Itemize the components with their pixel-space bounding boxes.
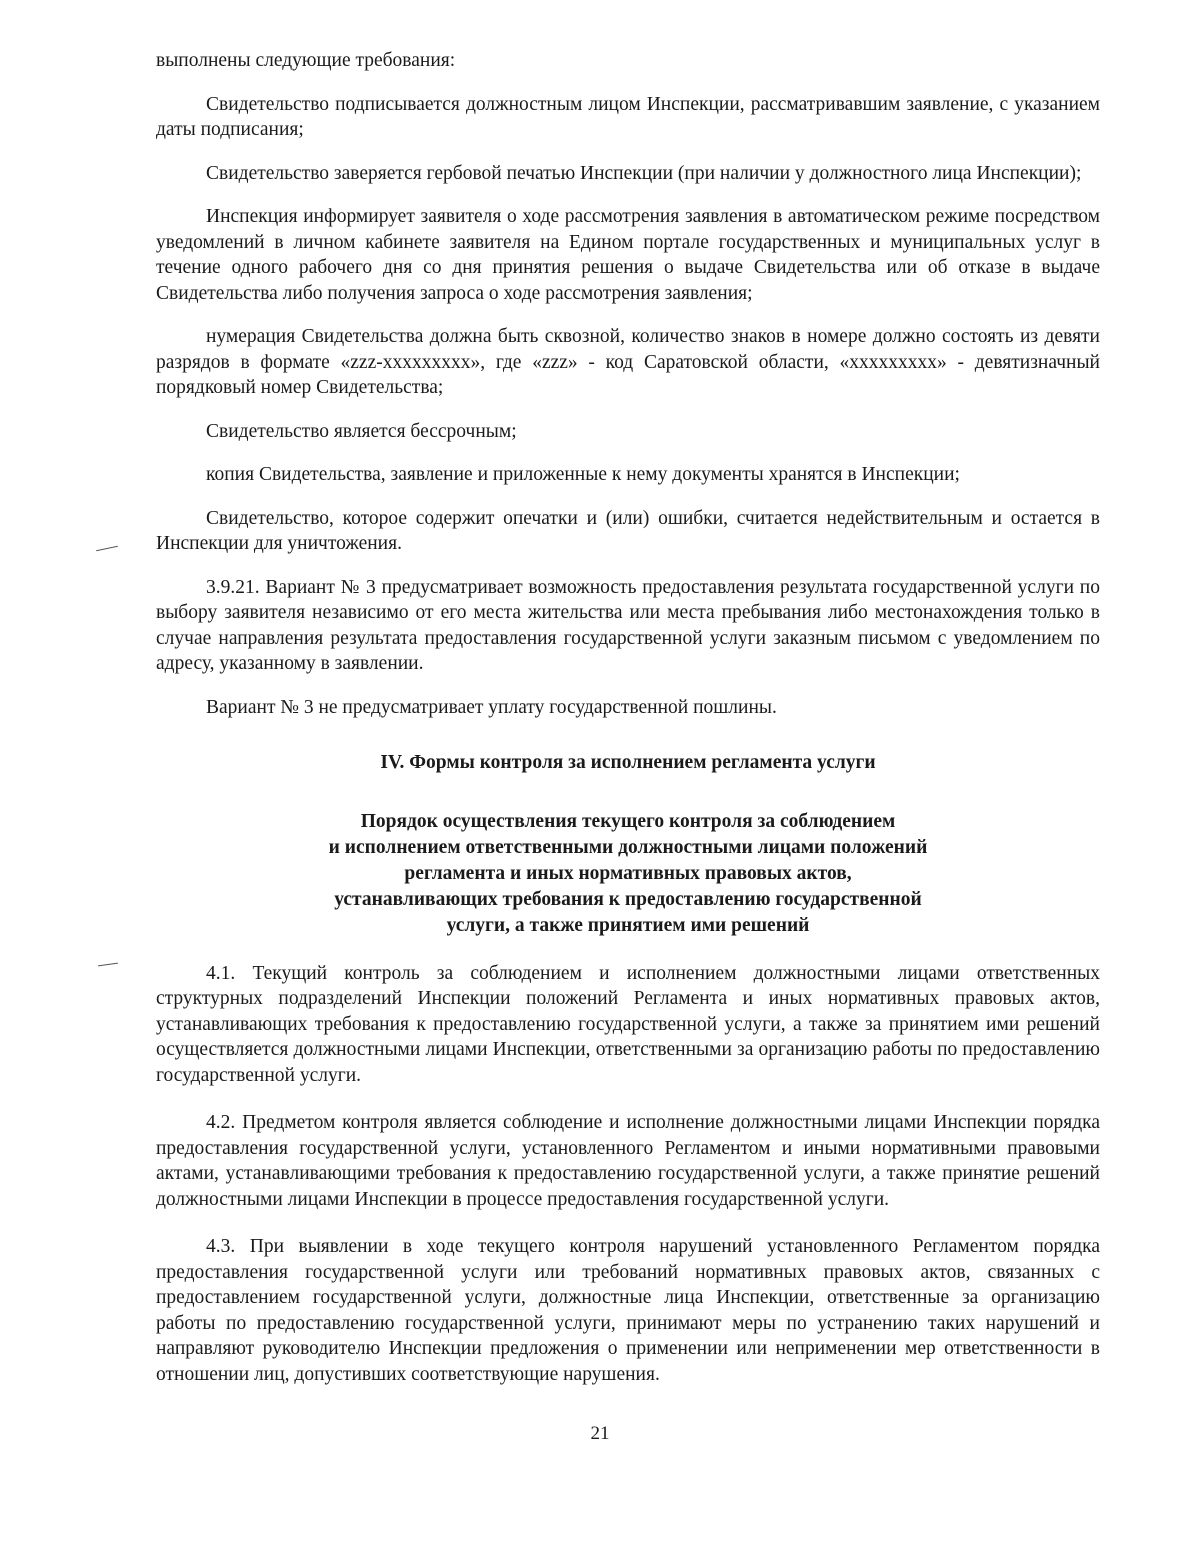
section-title: IV. Формы контроля за исполнением регламента услуги — [380, 752, 876, 773]
subtitle-line: услуги, а также принятием ими решений — [446, 914, 810, 936]
paragraph: Свидетельство подписывается должностным лицом Инспекции, рассматривавшим заявление, с указанием даты подписания; — [156, 93, 1100, 140]
paragraph: Свидетельство, которое содержит опечатки и (или) ошибки, считается недействительным и остается в Инспекции для уничтожения. — [156, 507, 1100, 554]
scan-artifact — [96, 546, 118, 552]
subtitle-line: устанавливающих требования к предоставлению государственной — [334, 888, 922, 910]
paragraph: Свидетельство заверяется гербовой печатью Инспекции (при наличии у должностного лица Инспекции); — [206, 162, 1082, 184]
paragraph: 4.1. Текущий контроль за соблюдением и исполнением должностными лицами ответственных структурных подразделений Инспекции положений Регламента и иных нормативных правовых актов, устанавливающих требования к предоставлению государственной услуги, а также за принятием ими решений осуществляется должностными лицами Инспекции, ответственными за организацию работы по предоставлению государственной услуги. — [156, 962, 1100, 1086]
subtitle-line: и исполнением ответственными должностными лицами положений — [328, 836, 928, 858]
scan-artifact — [98, 963, 118, 967]
paragraph: Инспекция информирует заявителя о ходе рассмотрения заявления в автоматическом режиме посредством уведомлений в личном кабинете заявителя на Едином портале государственных и муниципальных услуг в течение одного рабочего дня со дня принятия решения о выдаче Свидетельства или об отказе в выдаче Свидетельства либо получения запроса о ходе рассмотрения заявления; — [156, 206, 1100, 304]
subtitle-line: регламента и иных нормативных правовых актов, — [404, 862, 852, 884]
paragraph: 4.2. Предметом контроля является соблюдение и исполнение должностными лицами Инспекции порядка предоставления государственной услуги, установленного Регламентом и иными нормативными правовыми актами, устанавливающими требования к предоставлению государственной услуги, а также принятие решений должностными лицами Инспекции в процессе предоставления государственной услуги. — [156, 1112, 1100, 1210]
paragraph: нумерация Свидетельства должна быть сквозной, количество знаков в номере должно состоять из девяти разрядов в формате «zzz-xxxxxxxxx», где «zzz» - код Саратовской области, «xxxxxxxxx» - девятизначный порядковый номер Свидетельства; — [156, 326, 1100, 398]
paragraph: копия Свидетельства, заявление и приложенные к нему документы хранятся в Инспекции; — [206, 464, 960, 485]
page-number: 21 — [590, 1423, 610, 1444]
paragraph: Свидетельство является бессрочным; — [206, 420, 517, 442]
subtitle-line: Порядок осуществления текущего контроля за соблюдением — [360, 810, 896, 832]
paragraph: 3.9.21. Вариант № 3 предусматривает возможность предоставления результата государственной услуги по выбору заявителя независимо от его места жительства или места пребывания либо местонахождения только в случае направления результата предоставления государственной услуги заказным письмом с уведомлением по адресу, указанному в заявлении. — [156, 576, 1100, 674]
paragraph: выполнены следующие требования: — [156, 50, 456, 71]
paragraph: Вариант № 3 не предусматривает уплату государственной пошлины. — [206, 696, 777, 718]
paragraph: 4.3. При выявлении в ходе текущего контроля нарушений установленного Регламентом порядка предоставления государственной услуги или требований нормативных правовых актов, связанных с предоставлением государственной услуги, должностные лица Инспекции, ответственные за организацию работы по предоставлению государственной услуги, принимают меры по устранению таких нарушений и направляют руководителю Инспекции предложения о применении или неприменении мер ответственности в отношении лиц, допустивших соответствующие нарушения. — [156, 1236, 1100, 1385]
section-subtitle — [156, 809, 1100, 939]
document-page — [156, 48, 1100, 1387]
